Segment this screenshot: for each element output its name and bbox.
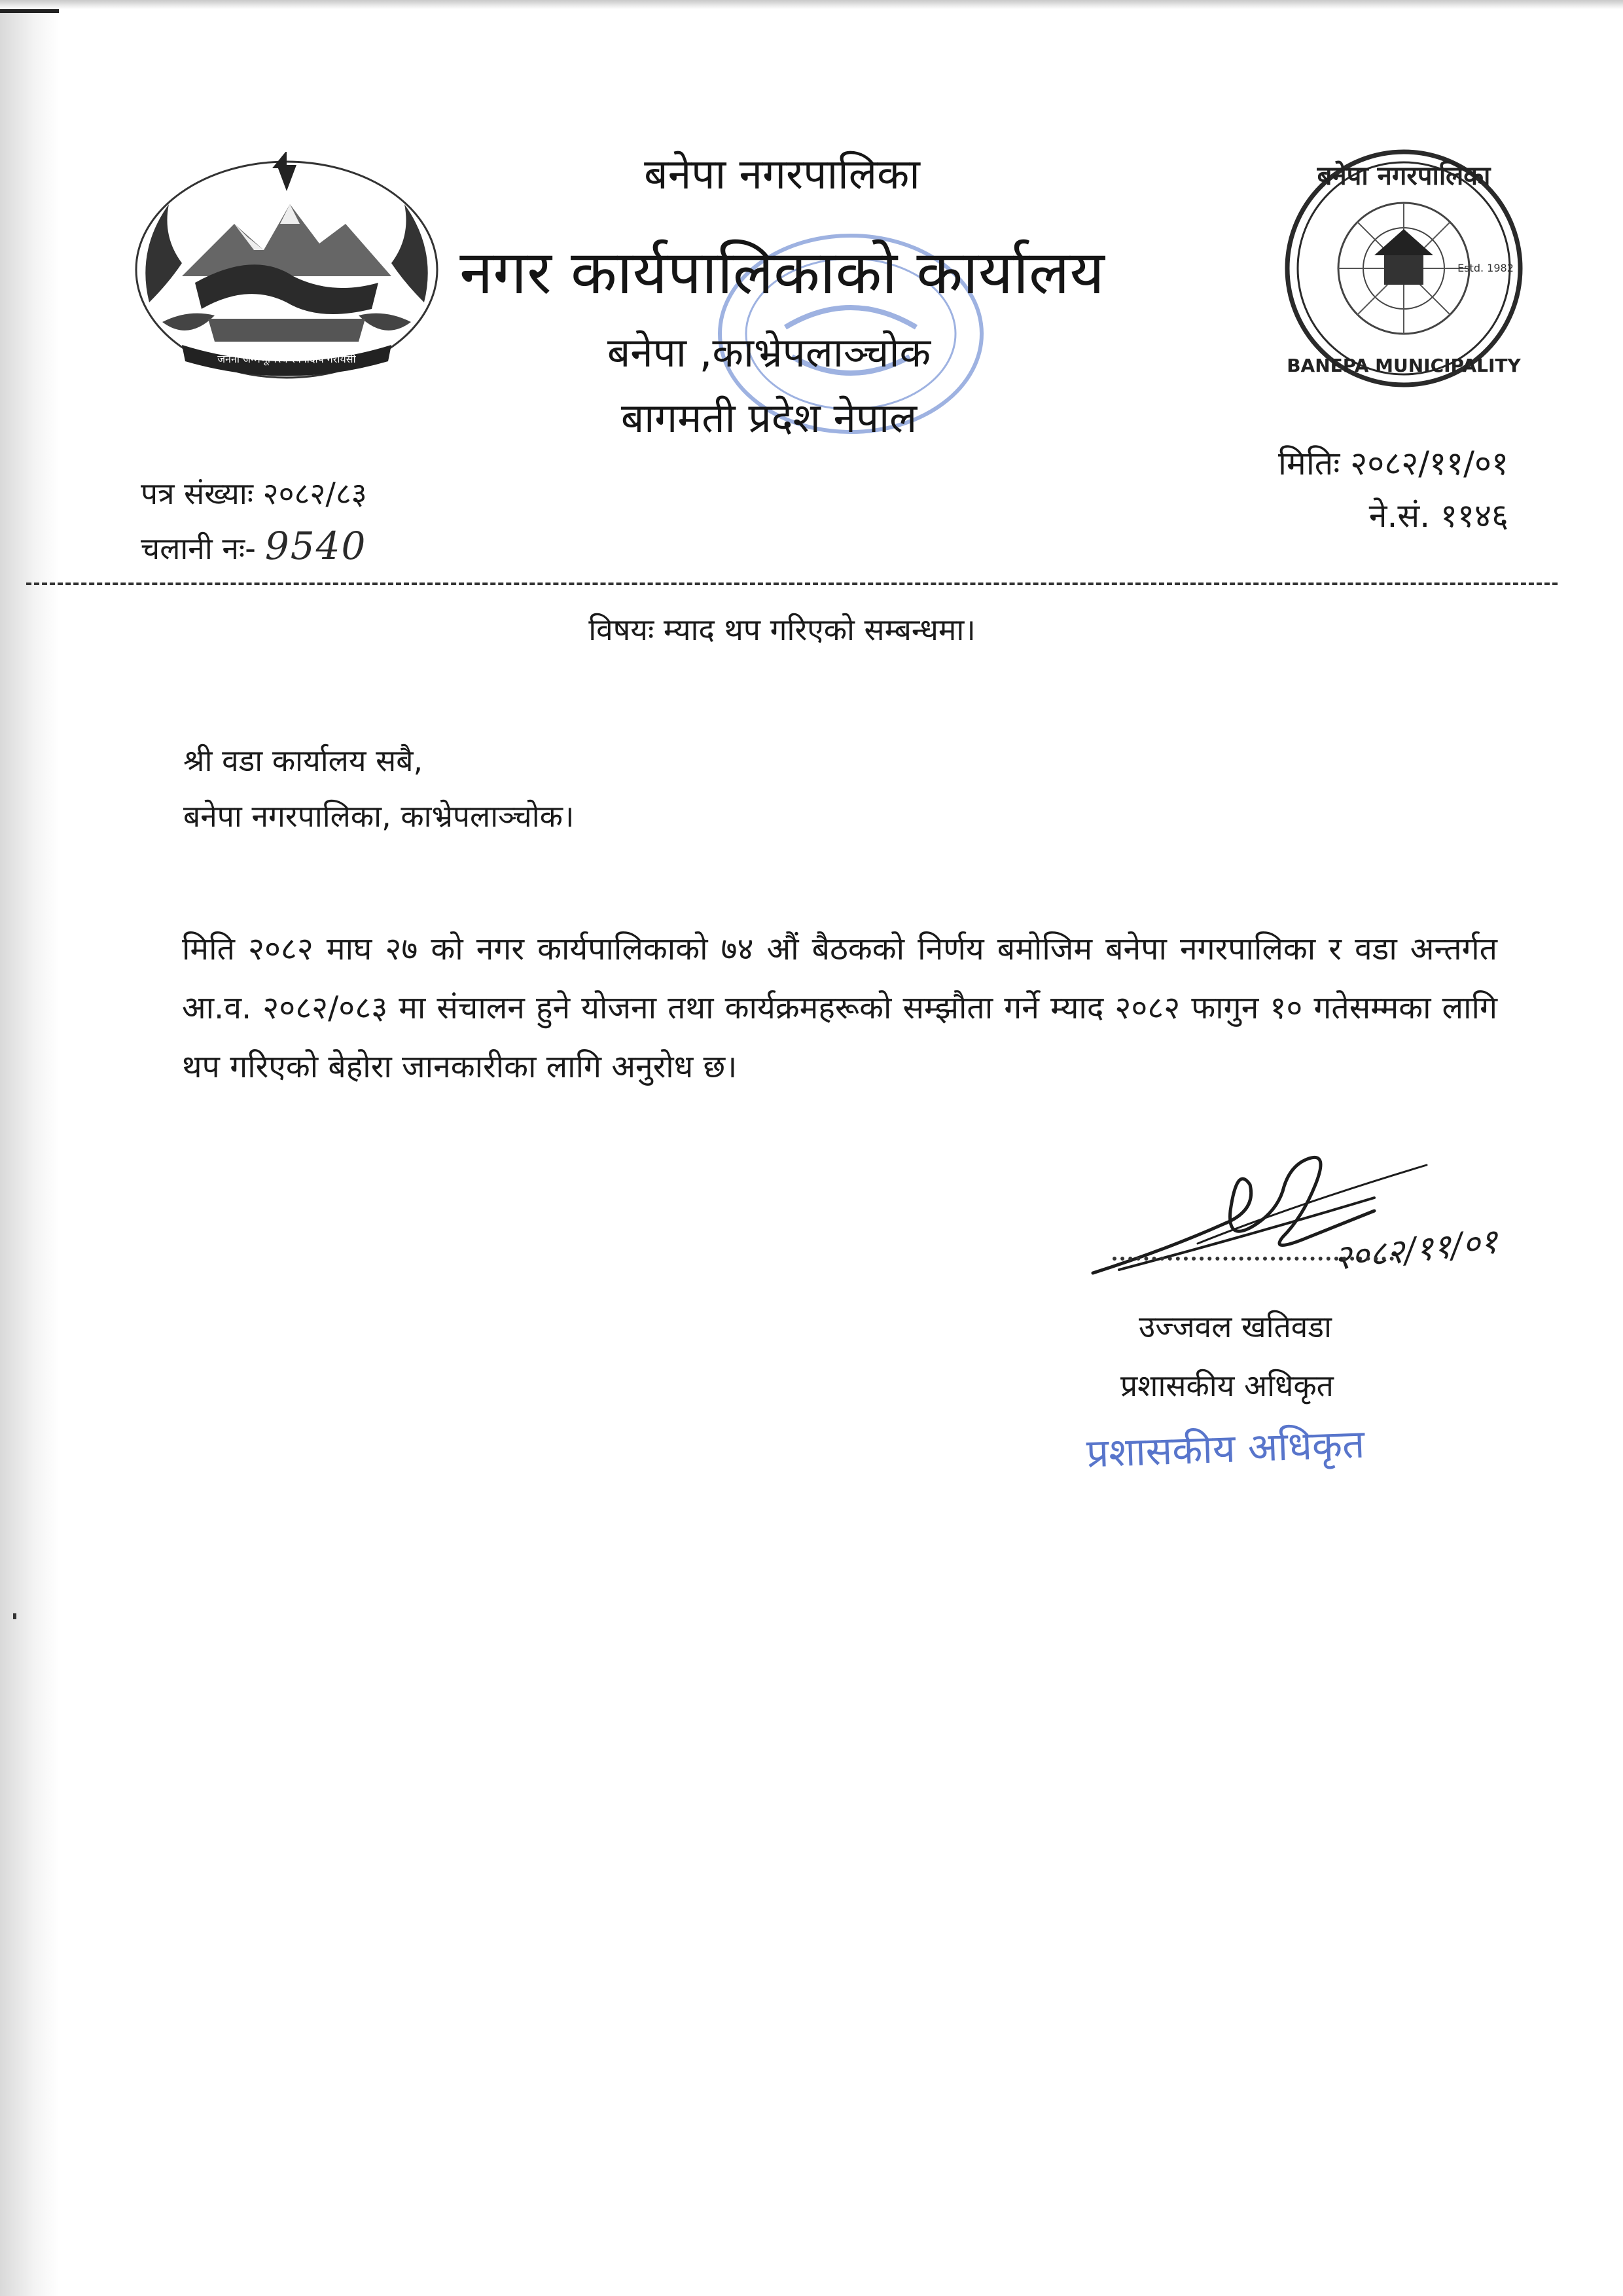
- addressee-line-2: बनेपा नगरपालिका, काभ्रेपलाञ्चोक।: [183, 798, 575, 834]
- signatory-name: उज्जवल खतिवडा: [1139, 1309, 1332, 1344]
- signature-icon: [1034, 1139, 1505, 1322]
- seal-top-text: बनेपा नगरपालिका: [1317, 161, 1491, 191]
- addressee-line-1: श्री वडा कार्यालय सबै,: [183, 743, 423, 778]
- nepal-sambat-label: ने.सं.: [1368, 497, 1431, 535]
- office-title: नगर कार्यपालिकाको कार्यालय: [459, 238, 1105, 308]
- dispatch-number: [141, 524, 366, 568]
- scan-top-edge: [0, 0, 1623, 9]
- scan-speck: [13, 1613, 16, 1619]
- dispatch-number-label: चलानी नः-: [141, 531, 256, 566]
- emblem-motto: जननी जन्मभूमिश्च स्वर्गादपि गरीयसी: [217, 353, 356, 365]
- scan-corner-mark: [0, 9, 59, 13]
- letter-number-label: पत्र संख्याः: [141, 476, 254, 511]
- designation-stamp: प्रशासकीय अधिकृत: [1086, 1421, 1366, 1477]
- letter-date: [1278, 440, 1508, 484]
- nepal-sambat: [1369, 492, 1508, 537]
- seal-estd: Estd. 1982: [1457, 262, 1514, 274]
- office-location: बनेपा ,काभ्रेपलाञ्चोक: [607, 329, 931, 376]
- letter-body: मिति २०८२ माघ २७ को नगर कार्यपालिकाको ७४ औं बैठकको निर्णय बमोजिम बनेपा नगरपालिका र वडा अन्तर्गत आ.व. २०८२/०८३ मा संचालन हुने योजना तथा कार्यक्रमहरूको सम्झौता गर्ने म्याद २०८२ फागुन १० गतेसम्मका लागि थप गरिएको बेहोरा जानकारीका लागि अनुरोध छ।: [182, 931, 1497, 1085]
- seal-bottom-text: BANEPA MUNICIPALITY: [1287, 355, 1521, 376]
- header-divider: [26, 583, 1558, 585]
- letter-number: [141, 473, 367, 513]
- letter-date-label: मितिः: [1277, 444, 1340, 482]
- nepal-sambat-value: ११४६: [1440, 497, 1508, 535]
- signature-date: २०८२/११/०१: [1332, 1221, 1500, 1278]
- signatory-title: प्रशासकीय अधिकृत: [1120, 1368, 1334, 1403]
- letter-number-value: २०८२/८३: [262, 476, 367, 511]
- municipality-name: बनेपा नगरपालिका: [644, 151, 920, 199]
- signature-line: [1113, 1257, 1394, 1261]
- dispatch-number-value: 9540: [264, 524, 367, 568]
- letter-date-value: २०८२/११/०१: [1350, 444, 1508, 482]
- letter-subject: विषयः म्याद थप गरिएको सम्बन्धमा।: [588, 612, 976, 647]
- office-province: बागमती प्रदेश नेपाल: [620, 394, 918, 442]
